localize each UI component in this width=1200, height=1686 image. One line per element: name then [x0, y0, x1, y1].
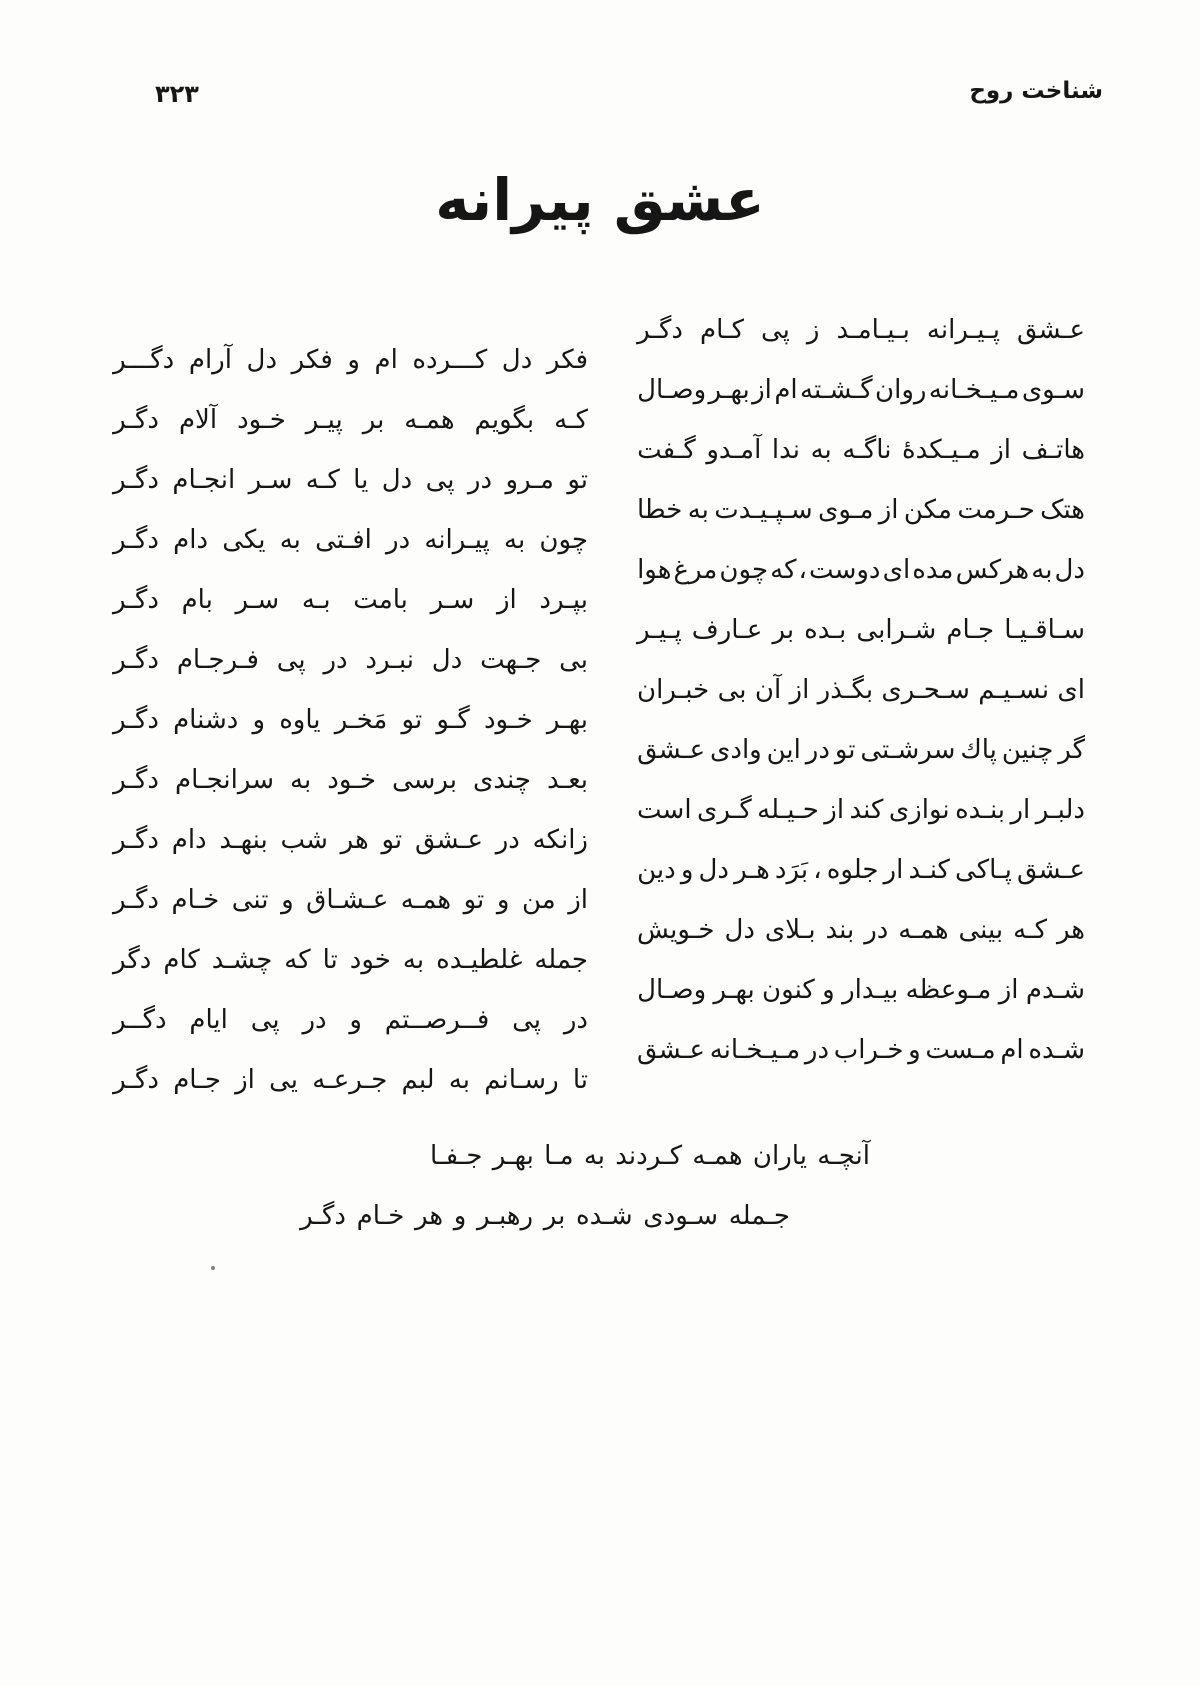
closing-couplet-line: جـمله سـودی شـده بر رهبـر و هر خـام دگـر [300, 1201, 790, 1231]
verse-line: هاتـف از مـیـکدهٔ ناگـه به ندا آمـدو گـفت [637, 435, 1085, 465]
verse-line: زانکه در عـشق تو هر شب بنهـد دام دگـر [113, 825, 588, 855]
first-hemistich-column [637, 300, 1085, 1080]
verse-line: شـدم از مـوعظه بیـدار و کنون بهـر وصـال [637, 975, 1085, 1005]
verse-line: بی جـهت دل نبـرد در پی فـرجـام دگـر [113, 645, 588, 675]
verse-line: عـشق پـاکی کنـد ار جلوه ، بَرَد هـر دل و دین [637, 855, 1085, 885]
verse-line: در پی فــرصــتم و در پی ایام دگــر [113, 1005, 588, 1035]
verse-line: بپـرد از سـر بامت بـه سـر بام دگـر [113, 585, 588, 615]
verse-line: جمله غلطیـده به خود تا که چشـد کام دگر [113, 945, 588, 975]
print-artifact-dot [211, 1266, 215, 1270]
verse-line: چون به پیـرانه در افـتی به یکی دام دگـر [113, 525, 588, 555]
verse-line: سـاقـیـا جـام شـرابی بـده بر عـارف پـیـر [637, 615, 1085, 645]
poem-title: عشق پیرانه [435, 166, 765, 234]
verse-line: کـه بگویم همـه بر پیـر خـود آلام دگـر [113, 405, 588, 435]
verse-line: هتک حـرمت مکن از مـوی سـپـیـدت به خطا [637, 495, 1085, 525]
verse-line: گر چنین پاك سرشـتی تو در این وادی عـشق [637, 735, 1085, 765]
verse-line: عـشق پـیـرانه بـیـامـد ز پی کـام دگـر [637, 315, 1085, 345]
verse-line: هر کـه بینی همـه در بند بـلای دل خـویش [637, 915, 1085, 945]
verse-line: تا رسـانم به لبم جـرعـه یی از جـام دگـر [113, 1065, 588, 1095]
verse-line: بهـر خـود گـو تو مَخـر یاوه و دشنام دگـر [113, 705, 588, 735]
verse-line: تو مـرو در پی دل یا کـه سـر انجـام دگـر [113, 465, 588, 495]
running-title: شناخت روح [969, 78, 1103, 104]
verse-line: فکر دل کـــرده ام و فکر دل آرام دگـــر [113, 345, 588, 375]
second-hemistich-column [113, 330, 588, 1110]
verse-line: ای نسـیـم سـحـری بگـذر از آن بی خبـران [637, 675, 1085, 705]
page-number: ۳۲۳ [155, 80, 199, 108]
verse-line: دل به هرکس مده ای دوست ، که چون مرغ هوا [637, 555, 1085, 585]
verse-line: شـده ام مـست و خـراب در مـیـخـانه عـشق [637, 1035, 1085, 1065]
verse-line: بعـد چندی برسی خـود به سرانجـام دگـر [113, 765, 588, 795]
verse-line: سـوی مـیـخـانه روان گـشـته ام از بهـر وصـال [637, 375, 1085, 405]
verse-line: از من و تو همـه عـشـاق و تنی خـام دگـر [113, 885, 588, 915]
verse-line: دلبـر ار بنـده نوازی کند از حـیـله گـری است [637, 795, 1085, 825]
closing-couplet-line: آنچـه یاران همـه کـردند به مـا بهـر جـفـا [430, 1141, 870, 1171]
